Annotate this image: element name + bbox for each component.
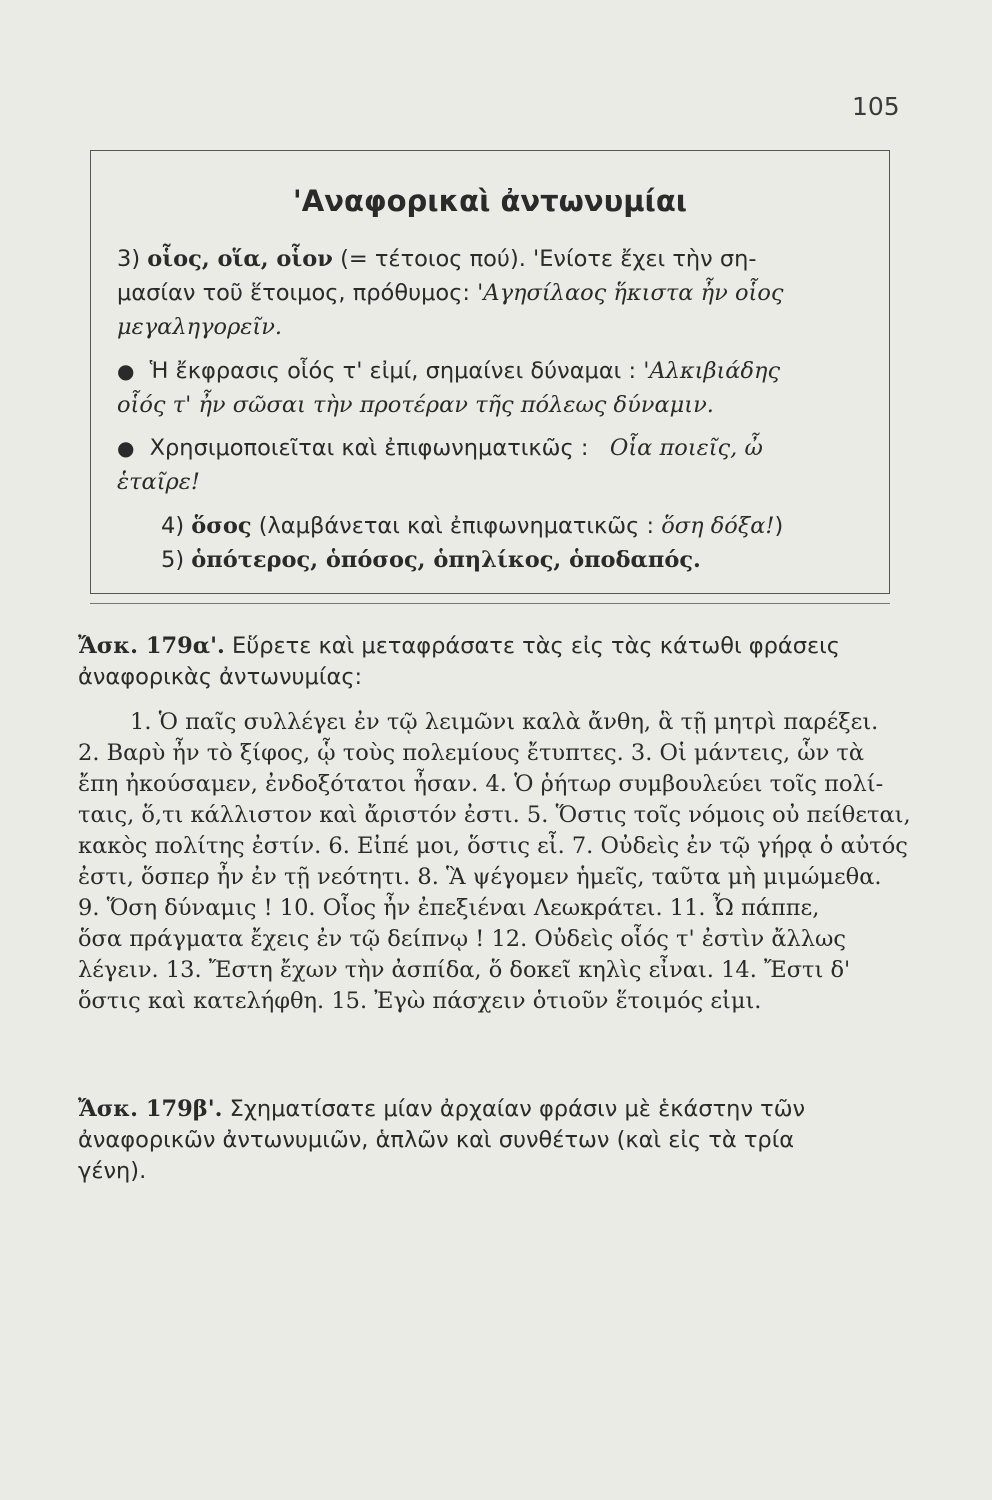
item-3-words: οἷος, οἵα, οἷον xyxy=(147,246,333,272)
sentence-line: 1. Ὁ παῖς συλλέγει ἐν τῷ λειμῶνι καλὰ ἄνθη, ἃ τῇ μητρὶ παρέξει. xyxy=(130,709,879,735)
sentence-line: ὅσα πράγματα ἔχεις ἐν τῷ δείπνῳ ! 12. Οὐδεὶς οἷός τ' ἐστὶν ἄλλως xyxy=(78,926,846,952)
exercise-179a-label: Ἄσκ. 179α'. xyxy=(78,633,225,659)
sentence-line: ὅστις καὶ κατελήφθη. 15. Ἐγὼ πάσχειν ὁτιοῦν ἕτοιμός εἰμι. xyxy=(78,988,762,1014)
sentence-line: λέγειν. 13. Ἔστη ἔχων τὴν ἀσπίδα, ὅ δοκεῖ κηλὶς εἶναι. 14. Ἔστι δ' xyxy=(78,957,851,983)
item-4-line: 4) ὅσος (λαμβάνεται καὶ ἐπιφωνηματικῶς : ὅση δόξα!) xyxy=(161,513,784,539)
bullet-icon: ● xyxy=(117,436,135,460)
exercise-179a-sentences xyxy=(78,707,911,1017)
sentence-line: 9. Ὅση δύναμις ! 10. Οἷος ἦν ἐπεξιέναι Λεωκράτει. 11. Ὦ πάππε, xyxy=(78,895,820,921)
box-title: 'Αναφορικαὶ ἀντωνυμίαι xyxy=(292,184,688,218)
exercise-179b-label: Ἄσκ. 179β'. xyxy=(78,1096,223,1122)
box-bottom-rule xyxy=(90,603,890,604)
exercise-179b: Ἄσκ. 179β'. Σχηματίσατε μίαν ἀρχαίαν φράσιν μὲ ἑκάστην τῶν ἀναφορικῶν ἀντωνυμιῶν, ἁπλῶν καὶ συνθέτων (καὶ εἰς τὰ τρία γένη). xyxy=(78,1096,806,1184)
item-5-line: 5) ὁπότερος, ὁπόσος, ὁπηλίκος, ὁποδαπός. xyxy=(161,547,701,573)
sentence-line: ταις, ὅ,τι κάλλιστον καὶ ἄριστόν ἐστι. 5. Ὅστις τοῖς νόμοις οὐ πείθεται, xyxy=(78,802,911,828)
bullet-icon: ● xyxy=(117,359,135,383)
bullet-2-line-2: ἑταῖρε! xyxy=(117,469,200,495)
item-3-line-3: μεγαληγορεῖν. xyxy=(117,314,283,340)
bullet-1-line-1: ● Ἡ ἔκφρασις οἷός τ' εἰμί, σημαίνει δύναμαι : 'Αλκιβιάδης xyxy=(117,358,781,384)
sentence-line: ἔπη ἠκούσαμεν, ἐνδοξότατοι ἦσαν. 4. Ὁ ῥήτωρ συμβουλεύει τοῖς πολί- xyxy=(78,771,884,797)
sentence-line: 2. Βαρὺ ἦν τὸ ξίφος, ᾧ τοὺς πολεμίους ἔτυπτες. 3. Οἱ μάντεις, ὧν τὰ xyxy=(78,740,865,766)
item-3-line-2: μασίαν τοῦ ἕτοιμος, πρόθυμος: 'Αγησίλαος ἥκιστα ἦν οἷος xyxy=(117,280,784,306)
sentence-line: ἐστι, ὅσπερ ἦν ἐν τῇ νεότητι. 8. Ἃ ψέγομεν ἡμεῖς, ταῦτα μὴ μιμώμεθα. xyxy=(78,864,882,890)
sentence-line: κακὸς πολίτης ἐστίν. 6. Εἰπέ μοι, ὅστις εἶ. 7. Οὐδεὶς ἐν τῷ γήρᾳ ὁ αὐτός xyxy=(78,833,908,859)
item-3-line-1: 3) οἷος, οἵα, οἷον (= τέτοιος πού). 'Ενίοτε ἔχει τὴν ση- xyxy=(117,246,757,272)
page-number: 105 xyxy=(852,92,900,121)
bullet-2-line-1: ● Χρησιμοποιεῖται καὶ ἐπιφωνηματικῶς : Οἷα ποιεῖς, ὦ xyxy=(117,435,763,461)
exercise-179a: Ἄσκ. 179α'. Εὕρετε καὶ μεταφράσατε τὰς εἰς τὰς κάτωθι φράσεις ἀναφορικὰς ἀντωνυμίας: 1. Ὁ παῖς συλλέγει ἐν τῷ λειμῶνι καλὰ ἄνθη, ἃ τῇ μητρὶ παρέξει. 2. Βαρὺ ἦν τὸ ξίφος, ᾧ τοὺς πολεμίους ἔτυπτες. 3. Οἱ μάντεις, ὧν τὰ ἔπη ἠκούσαμεν, ἐνδοξότατοι ἦσαν. 4. Ὁ ῥήτωρ συμβουλεύει τοῖς πολί- ταις, ὅ,τι κάλλιστον καὶ ἄριστόν ἐστι. 5. Ὅστις τοῖς νόμοις οὐ πείθεται, κακὸς πολίτης ἐστίν. 6. Εἰπέ μοι, ὅστις εἶ. 7. Οὐδεὶς ἐν τῷ γήρᾳ ὁ αὐτός ἐστι, ὅσπερ ἦν ἐν τῇ νεότητι. 8. Ἃ ψέγομεν ἡμεῖς, ταῦτα μὴ μιμώμεθα. 9. Ὅση δύναμις ! 10. Οἷος ἦν ἐπεξιέναι Λεωκράτει. 11. Ὦ πάππε, ὅσα πράγματα ἔχεις ἐν τῷ δείπνῳ ! 12. Οὐδεὶς οἷός τ' ἐστὶν ἄλλως λέγειν. 13. Ἔστη ἔχων τὴν ἀσπίδα, ὅ δοκεῖ κηλὶς εἶναι. 14. Ἔστι δ' ὅστις καὶ κατελήφθη. 15. Ἐγὼ πάσχειν ὁτιοῦν ἕτοιμός εἰμι. xyxy=(78,631,893,1017)
bullet-1-line-2: οἷός τ' ἦν σῶσαι τὴν προτέραν τῆς πόλεως δύναμιν. xyxy=(117,392,714,418)
grammar-note-box xyxy=(90,150,890,594)
